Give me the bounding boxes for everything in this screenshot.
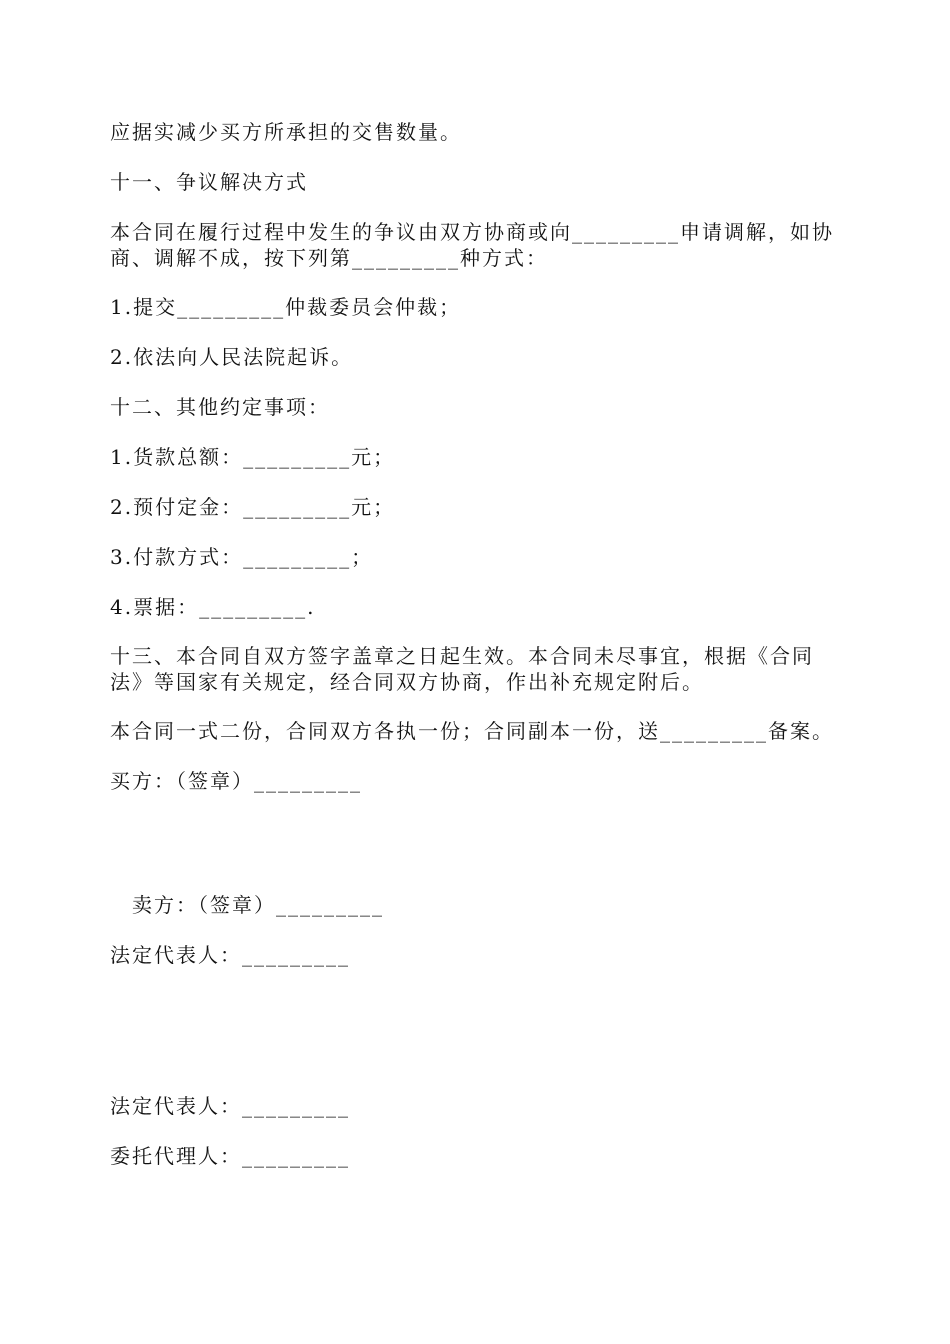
authorized-agent: 委托代理人：_________: [110, 1144, 350, 1168]
seller-signature: 卖方：（签章）_________: [132, 893, 384, 917]
buyer-signature: 买方：（签章）_________: [110, 769, 362, 793]
legal-representative-1: 法定代表人：_________: [110, 943, 350, 967]
heading-dispute-resolution: 十一、争议解决方式: [110, 170, 308, 194]
heading-other-terms: 十二、其他约定事项：: [110, 395, 330, 419]
paragraph-reduce-quantity: 应据实减少买方所承担的交售数量。: [110, 120, 462, 144]
list-item-arbitration: 1.提交_________仲裁委员会仲裁；: [110, 295, 462, 319]
legal-representative-2: 法定代表人：_________: [110, 1094, 350, 1118]
list-item-total-payment: 1.货款总额：_________元；: [110, 445, 396, 469]
paragraph-copies: 本合同一式二份，合同双方各执一份；合同副本一份，送_________备案。: [110, 719, 834, 743]
list-item-deposit: 2.预付定金：_________元；: [110, 495, 396, 519]
list-item-invoice: 4.票据：_________.: [110, 595, 316, 619]
paragraph-effective-clause: 十三、本合同自双方签字盖章之日起生效。本合同未尽事宜，根据《合同法》等国家有关规定，经合同双方协商，作出补充规定附后。: [110, 644, 814, 694]
list-item-payment-method: 3.付款方式：_________；: [110, 545, 374, 569]
paragraph-dispute-clause: 本合同在履行过程中发生的争议由双方协商或向_________申请调解，如协商、调解不成，按下列第_________种方式：: [110, 220, 834, 270]
list-item-lawsuit: 2.依法向人民法院起诉。: [110, 345, 354, 369]
